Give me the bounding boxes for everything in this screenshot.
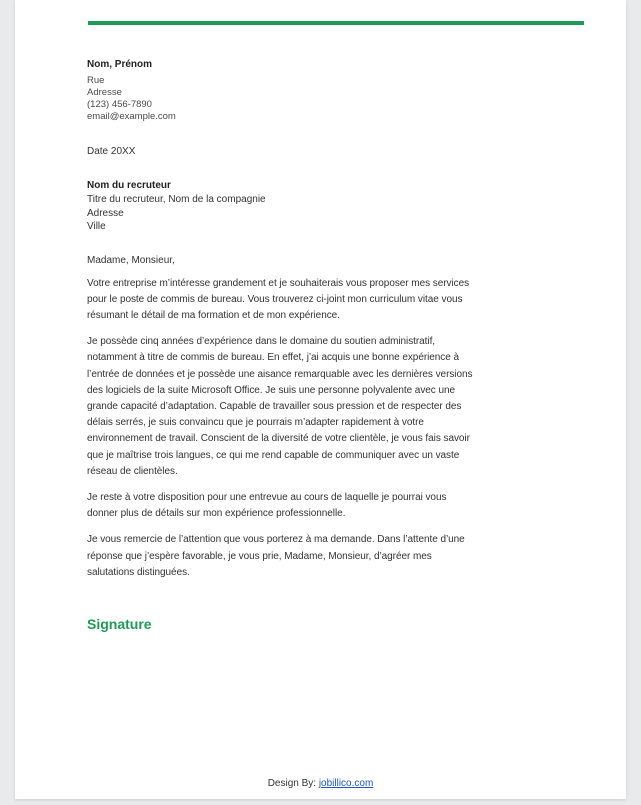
footer-credit xyxy=(15,778,626,789)
body-paragraph: Je possède cinq années d’expérience dans le domaine du soutien administratif, notamment à titre de commis de bureau. En effet, j’ai acquis une bonne expérience à l’entrée de données et je possède une aisance remarquable avec les dernières versions des logiciels de la suite Microsoft Office. Je suis une personne polyvalente avec une grande capacité d’adaptation. Capable de travailler sous pression et de respecter des délais serrés, je suis convaincu que je pourrais m’adapter rapidement à votre environnement de travail. Conscient de la diversité de votre clientèle, je vous fais savoir que je maîtrise trois langues, ce qui me rend capable de communiquer avec un vaste réseau de clientèles. xyxy=(87,336,473,477)
sender-street: Rue xyxy=(87,75,105,86)
sender-name: Nom, Prénom xyxy=(87,59,153,70)
jobillico-link[interactable]: jobillico.com xyxy=(318,778,374,789)
body-paragraph: Votre entreprise m’intéresse grandement et je souhaiterais vous proposer mes services pour le poste de commis de bureau. Vous trouverez ci-joint mon curriculum vitae vous résumant le détail de ma formation et de mon expérience. xyxy=(87,277,470,321)
sender-email: email@example.com xyxy=(87,111,176,122)
greeting: Madame, Monsieur, xyxy=(87,254,175,266)
letter-page xyxy=(15,0,626,799)
signature: Signature xyxy=(87,615,152,632)
sender-block xyxy=(87,58,477,123)
sender-phone: (123) 456-7890 xyxy=(87,99,152,110)
recruiter-address: Adresse xyxy=(87,207,124,219)
recruiter-name: Nom du recruteur xyxy=(87,180,171,191)
body-paragraph: Je reste à votre disposition pour une entrevue au cours de laquelle je pourrai vous donner plus de détails sur mon expérience professionnelle. xyxy=(87,491,447,520)
recruiter-city: Ville xyxy=(87,221,106,232)
body-paragraph: Je vous remercie de l’attention que vous porterez à ma demande. Dans l’attente d’une réponse que j’espère favorable, je vous prie, Madame, Monsieur, d’agréer mes salutations distinguées. xyxy=(87,534,465,578)
letter-date: Date 20XX xyxy=(87,146,136,157)
top-accent-rule xyxy=(88,21,584,25)
recruiter-title-company: Titre du recruteur, Nom de la compagnie xyxy=(87,194,266,205)
letter-content xyxy=(87,58,477,633)
footer-prefix: Design By: xyxy=(267,778,317,789)
recruiter-block xyxy=(87,179,477,234)
sender-address: Adresse xyxy=(87,87,122,98)
